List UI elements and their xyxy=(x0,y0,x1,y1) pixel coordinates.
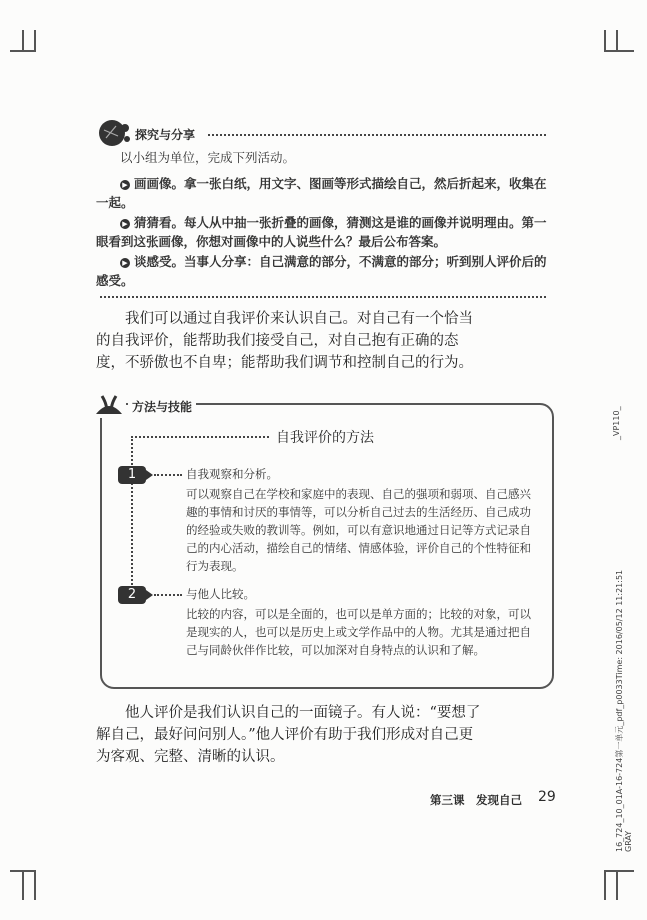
crop-mark xyxy=(22,30,24,52)
crop-mark xyxy=(604,870,634,872)
play-bullet-icon: ▶ xyxy=(120,180,130,190)
method-body: 比较的内容，可以是全面的，也可以是单方面的；比较的对象，可以是现实的人，也可以是历史上或文学作品中的人物。尤其是通过把自己与同龄伙伴作比较，可以加深对自身特点的认识和了解。 xyxy=(186,607,531,657)
activity-text: 画画像。拿一张白纸，用文字、图画等形式描绘自己，然后折起来，收集在一起。 xyxy=(96,175,547,210)
methods-title: 方法与技能 xyxy=(128,398,196,415)
activity-item xyxy=(96,252,548,291)
crop-mark xyxy=(34,870,36,900)
crop-mark xyxy=(10,870,36,872)
paragraph-self-evaluation: 我们可以通过自我评价来认识自己。对自己有一个恰当的自我评价，能帮助我们接受自己，对自己抱有正确的态度，不骄傲也不自卑；能帮助我们调节和控制自己的行为。 xyxy=(96,311,473,371)
crop-mark xyxy=(604,30,606,52)
divider xyxy=(208,134,546,136)
method-item xyxy=(186,465,536,575)
connector-line xyxy=(131,436,269,438)
crop-mark xyxy=(604,50,634,52)
connector-line xyxy=(131,436,133,592)
method-body: 可以观察自己在学校和家庭中的表现、自己的强项和弱项、自己感兴趣的事情和讨厌的事情等，可以分析自己过去的生活经历、自己成功的经验或失败的教训等。例如，可以有意识地通过日记等方式记录自己的内心活动，描绘自己的情绪、情感体验，评价自己的个性特征和行为表现。 xyxy=(186,487,531,573)
play-bullet-icon: ▶ xyxy=(120,258,130,268)
method-heading: 与他人比较。 xyxy=(186,587,255,601)
connector-line xyxy=(154,594,182,596)
divider xyxy=(100,296,546,298)
method-heading: 自我观察和分析。 xyxy=(186,467,278,481)
box-title: 自我评价的方法 xyxy=(276,430,374,446)
paragraph-others-evaluation: 他人评价是我们认识自己的一面镜子。有人说：“要想了解自己，最好问问别人。”他人评价有助于我们形成对自己更为客观、完整、清晰的认识。 xyxy=(96,705,481,765)
crop-mark xyxy=(10,50,36,52)
activity-text: 谈感受。当事人分享：自己满意的部分，不满意的部分；听到别人评价后的感受。 xyxy=(96,253,547,288)
print-gray: GRAY xyxy=(624,830,633,852)
footer-lesson: 第三课 发现自己 xyxy=(430,793,522,807)
connector-line xyxy=(154,474,182,476)
explore-share-icon xyxy=(98,118,132,148)
explore-intro: 以小组为单位，完成下列活动。 xyxy=(120,150,296,165)
print-code: _VP110_ xyxy=(612,406,621,440)
crop-mark xyxy=(22,870,24,900)
step-badge: 2 xyxy=(118,586,146,604)
print-file-info: 16_724_10_01A-16-724第一单元_pdf_p0033Time: 2016/05/12 11:21:51 xyxy=(615,569,624,852)
explore-share-title: 探究与分享 xyxy=(135,128,196,142)
explore-activities xyxy=(96,148,548,291)
page-number: 29 xyxy=(538,789,556,805)
method-item xyxy=(186,585,536,659)
activity-text: 猜猜看。每人从中抽一张折叠的画像，猜测这是谁的画像并说明理由。第一眼看到这张画像，你想对画像中的人说些什么？最后公布答案。 xyxy=(96,214,547,249)
activity-item xyxy=(96,174,548,213)
activity-item xyxy=(96,213,548,252)
methods-skills-icon xyxy=(92,392,126,418)
crop-mark xyxy=(604,870,606,900)
crop-mark xyxy=(34,30,36,52)
step-badge: 1 xyxy=(118,466,146,484)
crop-mark xyxy=(616,870,618,900)
crop-mark xyxy=(616,30,618,52)
play-bullet-icon: ▶ xyxy=(120,219,130,229)
